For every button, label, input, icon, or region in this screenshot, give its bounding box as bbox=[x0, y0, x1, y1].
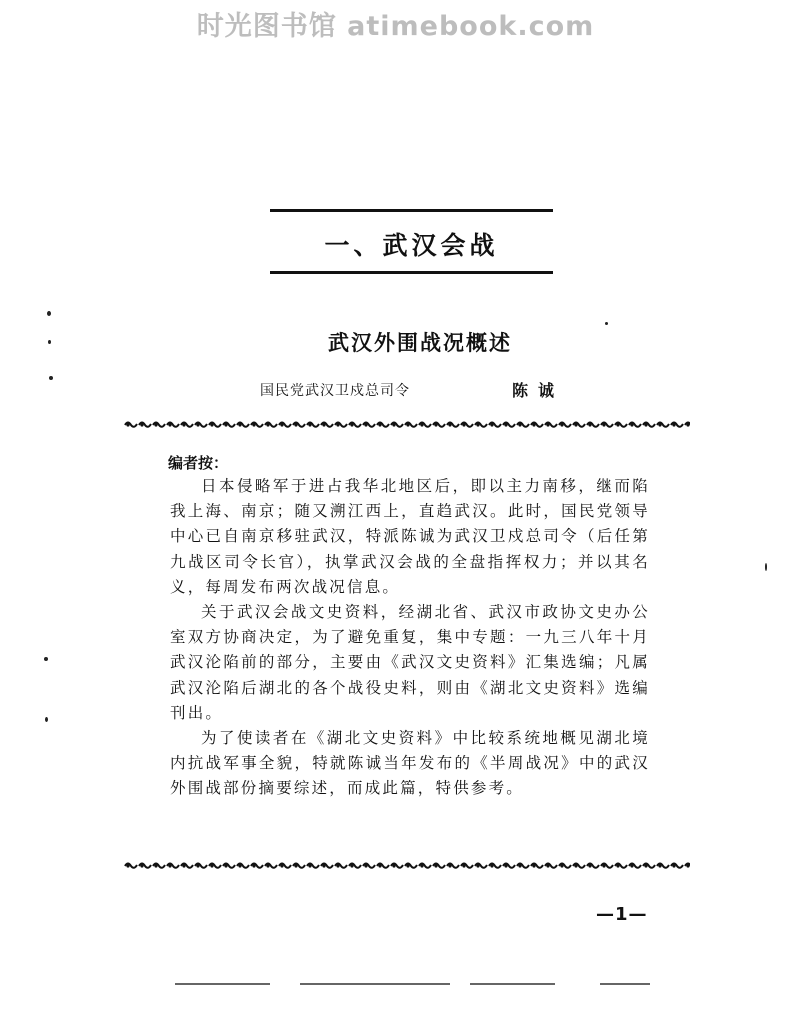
editor-note-paragraph: 关于武汉会战文史资料，经湖北省、武汉市政协文史办公室双方协商决定，为了避免重复，集中专题：一九三八年十月武汉沦陷前的部分，主要由《武汉文史资料》汇集选编；凡属武汉沦陷后湖北的各个战役史料，则由《湖北文史资料》选编刊出。 bbox=[170, 603, 650, 722]
editor-note-paragraph: 为了使读者在《湖北文史资料》中比较系统地概见湖北境内抗战军事全貌，特就陈诚当年发布的《半周战况》中的武汉外围战部份摘要综述，而成此篇，特供参考。 bbox=[170, 729, 650, 798]
scan-speck bbox=[47, 311, 51, 316]
ornamental-divider-top bbox=[124, 419, 690, 429]
scan-speck bbox=[49, 376, 53, 380]
editor-note-label: 编者按： bbox=[168, 454, 229, 472]
editor-note-paragraph: 日本侵略军于进占我华北地区后，即以主力南移，继而陷我上海、南京；随又溯江西上，直趋武汉。此时，国民党领导中心已自南京移驻武汉，特派陈诚为武汉卫戍总司令（后任第九战区司令长官），执掌武汉会战的全盘指挥权力；并以其名义，每周发布两次战况信息。 bbox=[170, 477, 650, 596]
divider-pattern-bottom bbox=[124, 860, 690, 870]
title-rule-bottom bbox=[270, 271, 553, 274]
section-title: 武汉外围战况概述 bbox=[328, 331, 512, 355]
watermark: 时光图书馆 atimebook.com bbox=[196, 11, 595, 42]
scan-speck bbox=[45, 717, 48, 722]
ornamental-divider-bottom bbox=[124, 860, 690, 870]
chapter-title: 一、武汉会战 bbox=[324, 231, 499, 260]
author-name: 陈诚 bbox=[512, 381, 565, 400]
scan-speck bbox=[765, 563, 767, 571]
author-role: 国民党武汉卫戍总司令 bbox=[260, 383, 410, 399]
scan-speck bbox=[48, 340, 51, 344]
divider-pattern-top bbox=[124, 419, 690, 429]
page-number: —1— bbox=[596, 904, 648, 925]
scan-speck bbox=[44, 657, 48, 661]
scan-line bbox=[470, 983, 555, 985]
editor-note-body bbox=[170, 474, 650, 802]
scan-speck bbox=[605, 322, 608, 325]
scan-line bbox=[600, 983, 650, 985]
scan-line bbox=[175, 983, 270, 985]
scan-line bbox=[300, 983, 450, 985]
title-rule-top bbox=[270, 209, 553, 212]
